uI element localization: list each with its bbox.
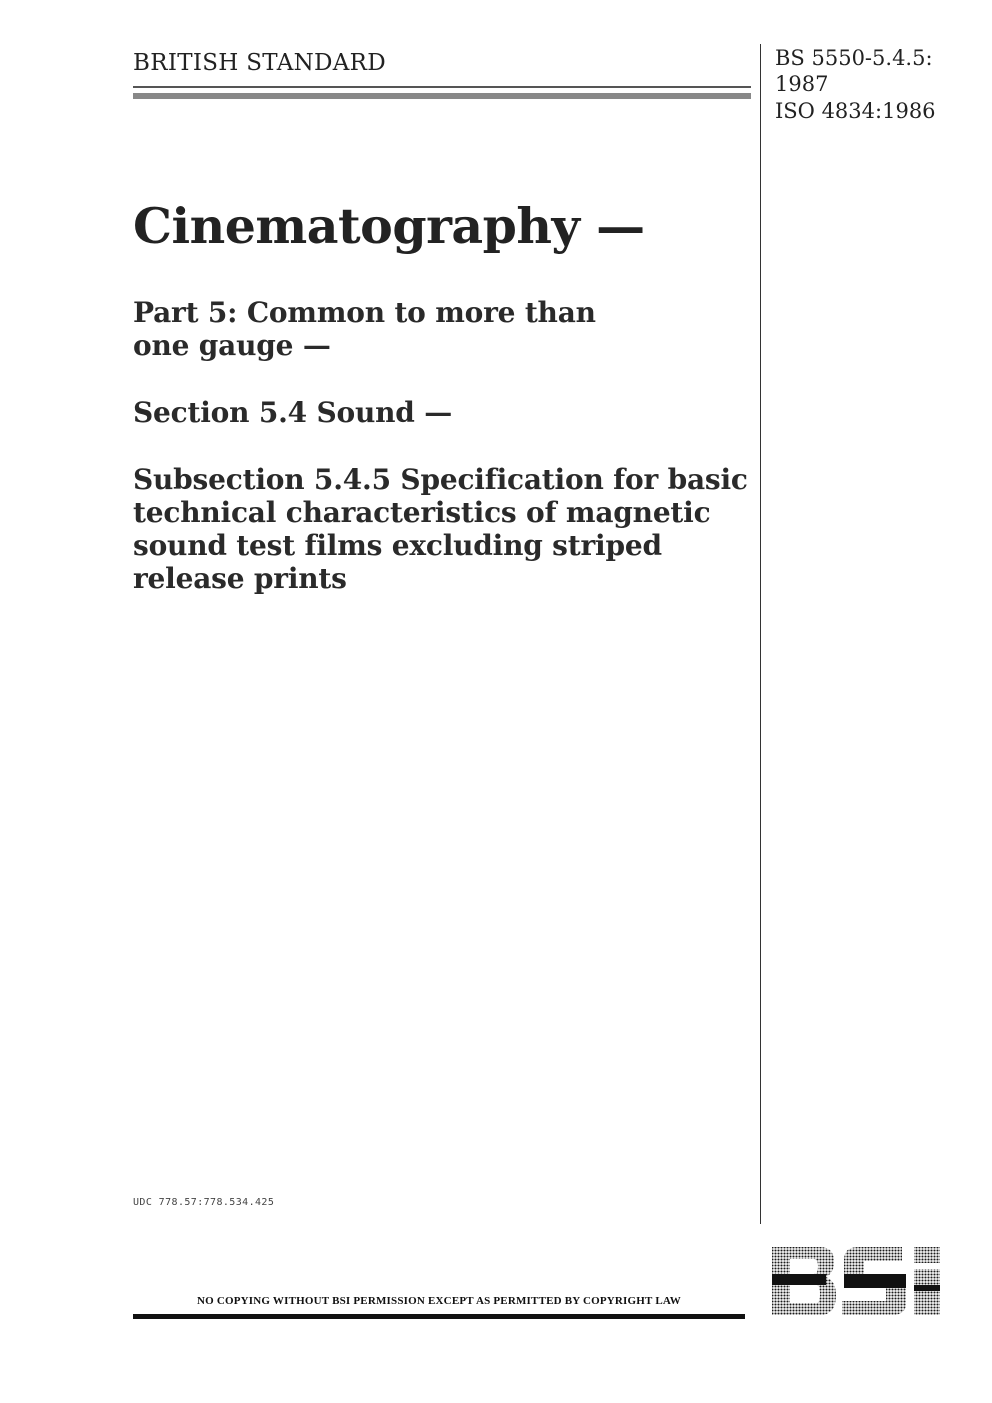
part-heading: Part 5: Common to more than one gauge —	[133, 296, 596, 362]
subsection-heading: Subsection 5.4.5 Specification for basic technical characteristics of magnetic sound test films excluding striped release prints	[133, 463, 748, 595]
bsi-logo	[768, 1243, 946, 1319]
udc-code: UDC 778.57:778.534.425	[133, 1197, 275, 1208]
column-divider	[760, 44, 761, 1224]
footer-rule	[133, 1314, 745, 1319]
standard-number-line2: 1987	[775, 72, 829, 96]
section-heading: Section 5.4 Sound —	[133, 396, 453, 429]
standard-number	[775, 45, 933, 97]
iso-number: ISO 4834:1986	[775, 99, 936, 123]
document-type-label: BRITISH STANDARD	[133, 50, 387, 76]
copyright-notice: NO COPYING WITHOUT BSI PERMISSION EXCEPT AS PERMITTED BY COPYRIGHT LAW	[196, 1295, 682, 1307]
standard-number-line1: BS 5550-5.4.5:	[775, 46, 933, 70]
document-title: Cinematography —	[133, 197, 645, 255]
header-rule-thin	[133, 86, 751, 88]
header-rule-thick	[133, 93, 751, 99]
